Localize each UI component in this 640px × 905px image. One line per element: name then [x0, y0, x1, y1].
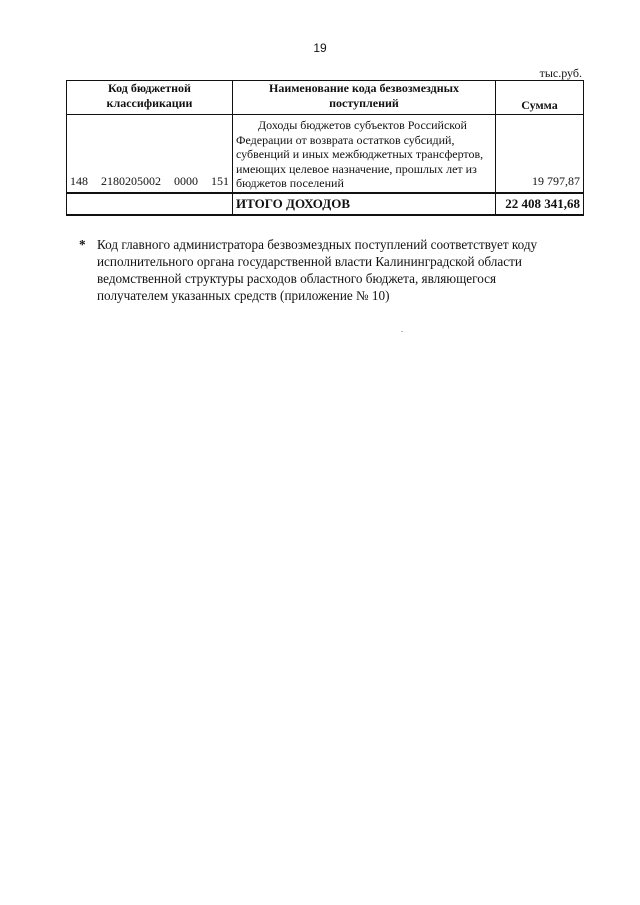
total-empty-cell — [67, 193, 233, 215]
units-label: тыс.руб. — [539, 66, 582, 80]
scan-speck — [401, 331, 403, 332]
page-number: 19 — [313, 41, 327, 55]
admin-code: 148 — [70, 173, 88, 188]
footnote — [79, 236, 569, 304]
total-label: ИТОГО ДОХОДОВ — [233, 193, 496, 215]
budget-table — [66, 80, 584, 216]
code-cell — [67, 115, 233, 193]
footnote-text: Код главного администратора безвозмездных поступлений соответствует коду исполнительного органа государственной власти Калининградской области ведомственной структуры расходов областного бюджета, являющегося получателем указанных средств (приложение № 10) — [97, 237, 538, 303]
name-cell — [233, 115, 496, 193]
header-sum: Сумма — [496, 81, 584, 115]
footnote-marker: * — [79, 237, 86, 252]
table-row — [67, 115, 584, 193]
main-code: 2180205002 — [101, 173, 161, 188]
table-header-row — [67, 81, 584, 115]
economic-code: 151 — [211, 173, 229, 188]
sum-cell: 19 797,87 — [496, 115, 584, 193]
header-code: Код бюджетной классификации — [67, 81, 233, 115]
income-name: Доходы бюджетов субъектов Российской Федерации от возврата остатков субсидий, субвенций и иных межбюджетных трансфертов, имеющих целевое назначение, прошлых лет из бюджетов поселений — [236, 118, 484, 190]
total-sum: 22 408 341,68 — [496, 193, 584, 215]
program-code: 0000 — [174, 173, 198, 188]
header-name: Наименование кода безвозмездных поступлений — [233, 81, 496, 115]
total-row — [67, 193, 584, 215]
